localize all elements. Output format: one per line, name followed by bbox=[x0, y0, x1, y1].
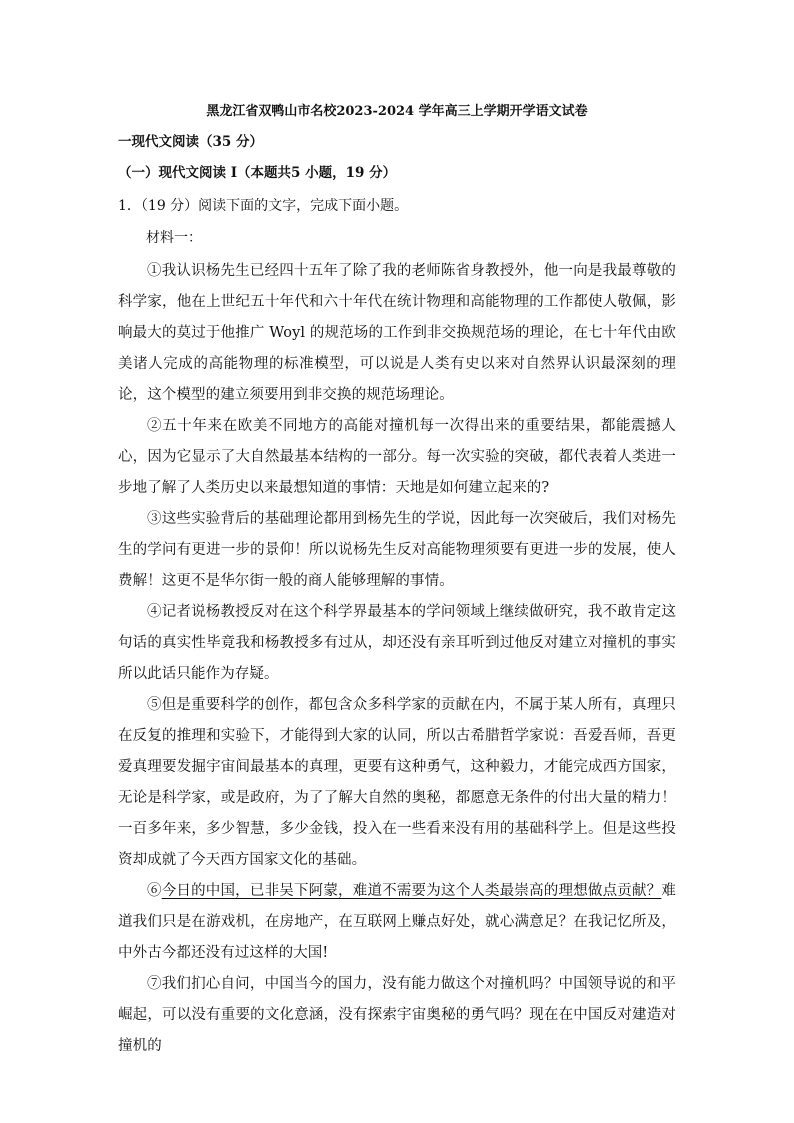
passage-body bbox=[118, 256, 676, 1062]
paragraph-7: ⑦我们扪心自问，中国当今的国力，没有能力做这个对撞机吗？中国领导说的和平崛起，可以没有重要的文化意涵，没有探索宇宙奥秘的勇气吗？现在在中国反对建造对撞机的 bbox=[118, 976, 676, 1054]
paragraph-6-rest: 难道我们只是在游戏机，在房地产，在互联网上赚点好处，就心满意足？在我记忆所及，中外古今都还没有过这样的大国! bbox=[118, 883, 676, 961]
paragraph-5: ⑤但是重要科学的创作，都包含众多科学家的贡献在内，不属于某人所有，真理只在反复的推理和实验下，才能得到大家的认同，所以古希腊哲学家说：吾爱吾师，吾更爱真理要发掘宇宙间最基本的真理，更要有这种勇气，这种毅力，才能完成西方国家，无论是科学家，或是政府，为了了解大自然的奥秘，都愿意无条件的付出大量的精力！一百多年来，多少智慧，多少金钱，投入在一些看来没有用的基础科学上。但是这些投资却成就了今天西方国家文化的基础。 bbox=[118, 697, 676, 868]
section-heading: 一现代文阅读（35 分） bbox=[118, 134, 263, 150]
subsection-heading: （一）现代文阅读 I（本题共5 小题，19 分） bbox=[118, 165, 397, 181]
paragraph-6-number: ⑥ bbox=[147, 883, 162, 899]
paragraph-3: ③这些实验背后的基础理论都用到杨先生的学说，因此每一次突破后，我们对杨先生的学问有更进一步的景仰！所以说杨先生反对高能物理须要有更进一步的发展，使人费解！这更不是华尔街一般的商人能够理解的事情。 bbox=[118, 511, 676, 589]
underlined-sentence: 今日的中国，已非吴下阿蒙，难道不需要为这个人类最崇高的理想做点贡献？ bbox=[161, 883, 662, 899]
material-label: 材料一： bbox=[146, 230, 202, 246]
question-instruction: 1．（19 分）阅读下面的文字，完成下面小题。 bbox=[118, 198, 409, 214]
page-title: 黑龙江省双鸭山市名校2023-2024 学年高三上学期开学语文试卷 bbox=[206, 104, 588, 119]
paragraph-2: ②五十年来在欧美不同地方的高能对撞机每一次得出来的重要结果，都能震撼人心，因为它显示了大自然最基本结构的一部分。每一次实验的突破，都代表着人类进一步地了解了人类历史以来最想知道的事情：天地是如何建立起来的? bbox=[118, 418, 676, 496]
paragraph-6 bbox=[118, 876, 676, 969]
paragraph-4: ④记者说杨教授反对在这个科学界最基本的学问领域上继续做研究，我不敢肯定这句话的真实性毕竟我和杨教授多有过从，却还没有亲耳听到过他反对建立对撞机的事实所以此话只能作为存疑。 bbox=[118, 604, 676, 682]
paragraph-1: ①我认识杨先生已经四十五年了除了我的老师陈省身教授外，他一向是我最尊敬的科学家，他在上世纪五十年代和六十年代在统计物理和高能物理的工作都使人敬佩，影响最大的莫过于他推广 Woyl 的规范场的工作到非交换规范场的理论，在七十年代由欧美诸人完成的高能物理的标准模型，可以说是人类有史以来对自然界认识最深刻的理论，这个模型的建立须要用到非交换的规范场理论。 bbox=[118, 263, 676, 403]
